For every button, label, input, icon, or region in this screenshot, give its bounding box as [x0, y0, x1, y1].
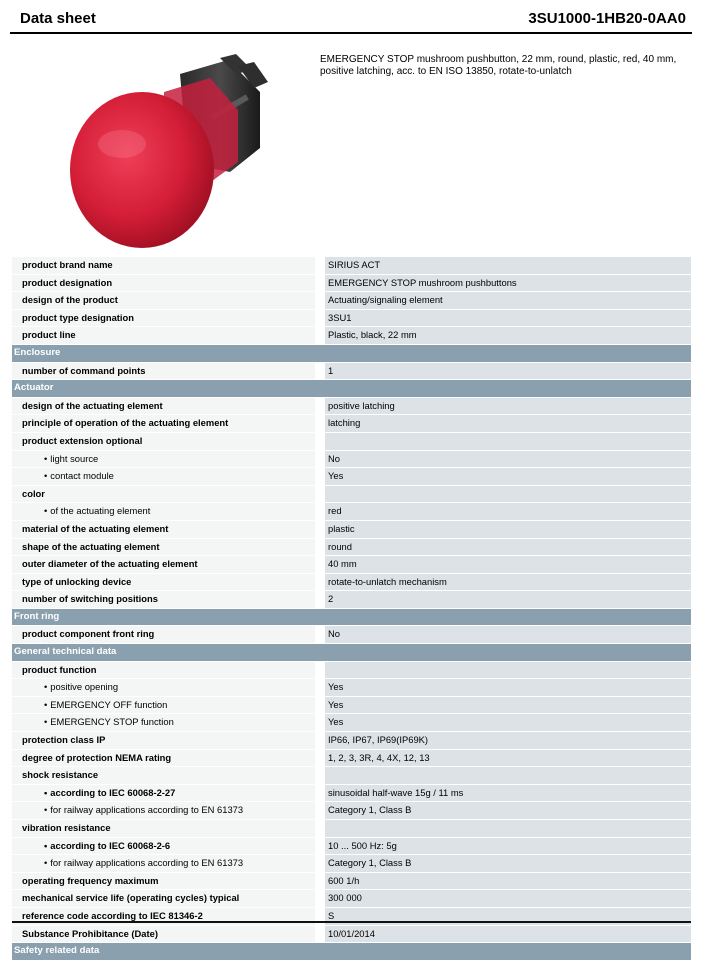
row-value: 10/01/2014	[328, 927, 375, 939]
row-label-text: EMERGENCY OFF function	[50, 698, 168, 710]
row-label-text: product component front ring	[22, 628, 155, 640]
value-cell	[325, 697, 691, 714]
table-row	[12, 292, 691, 310]
bullet-icon: •	[44, 804, 48, 816]
row-label-text: product designation	[22, 276, 113, 288]
table-row	[12, 327, 691, 345]
row-value: latching	[328, 417, 361, 429]
row-value: Yes	[328, 681, 344, 693]
row-value: sinusoidal half-wave 15g / 11 ms	[328, 786, 464, 798]
row-value: Plastic, black, 22 mm	[328, 329, 417, 341]
row-label	[22, 769, 98, 780]
row-label-text: for railway applications according to EN 61373	[50, 804, 244, 816]
table-row	[12, 503, 691, 521]
row-value: rotate-to-unlatch mechanism	[328, 575, 447, 587]
row-value: No	[328, 628, 340, 640]
table-row	[12, 556, 691, 574]
row-label	[22, 928, 158, 939]
row-label	[44, 699, 167, 710]
row-label-text: light source	[50, 452, 99, 464]
table-row	[12, 697, 691, 715]
value-cell	[325, 521, 691, 538]
table-row	[12, 398, 691, 416]
row-label	[22, 277, 112, 288]
row-label-text: according to IEC 60068-2-27	[50, 786, 176, 798]
row-value: plastic	[328, 522, 355, 534]
row-value: Yes	[328, 698, 344, 710]
row-label-text: color	[22, 487, 45, 499]
row-value: Category 1, Class B	[328, 857, 412, 869]
table-row	[12, 926, 691, 944]
row-label	[22, 435, 142, 446]
row-label	[22, 400, 163, 411]
product-description: EMERGENCY STOP mushroom pushbutton, 22 mm, round, plastic, red, 40 mm, positive latching, acc. to EN ISO 13850, rotate-to-unlatch	[320, 54, 677, 77]
table-row	[12, 521, 691, 539]
row-label	[22, 259, 113, 270]
table-row	[12, 662, 691, 680]
spec-table	[12, 257, 691, 961]
row-label-text: product extension optional	[22, 434, 143, 446]
row-label	[22, 329, 76, 340]
row-value: Yes	[328, 716, 344, 728]
article-number: 3SU1000-1HB20-0AA0	[528, 10, 686, 27]
table-row	[12, 275, 691, 293]
row-label-text: according to IEC 60068-2-6	[50, 839, 171, 851]
row-label	[22, 541, 160, 552]
row-label-text: product type designation	[22, 311, 134, 323]
value-cell	[325, 468, 691, 485]
value-cell	[325, 591, 691, 608]
row-label	[44, 505, 150, 516]
value-cell	[325, 767, 691, 784]
bullet-icon: •	[44, 698, 48, 710]
product-image	[60, 52, 280, 252]
bullet-icon: •	[44, 716, 48, 728]
table-row	[12, 257, 691, 275]
row-value: 40 mm	[328, 558, 357, 570]
table-row	[12, 310, 691, 328]
row-label-text: shock resistance	[22, 769, 99, 781]
row-value: round	[328, 540, 352, 552]
row-label-text: type of unlocking device	[22, 575, 132, 587]
row-value: IP66, IP67, IP69(IP69K)	[328, 734, 429, 746]
value-cell	[325, 926, 691, 943]
row-label	[22, 593, 158, 604]
table-row	[12, 591, 691, 609]
row-label	[22, 752, 171, 763]
row-value: 1	[328, 364, 334, 376]
table-row	[12, 468, 691, 486]
table-row	[12, 855, 691, 873]
bullet-icon: •	[44, 857, 48, 869]
row-label-text: of the actuating element	[50, 505, 151, 517]
table-row	[12, 714, 691, 732]
row-label	[44, 857, 243, 868]
row-value: 2	[328, 593, 334, 605]
row-value: Category 1, Class B	[328, 804, 412, 816]
row-label	[44, 716, 174, 727]
value-cell	[325, 714, 691, 731]
row-value: No	[328, 452, 340, 464]
row-value: Yes	[328, 470, 344, 482]
label-cell	[12, 486, 315, 503]
page-header	[10, 6, 692, 34]
section-title: Front ring	[14, 610, 60, 622]
bullet-icon: •	[44, 452, 48, 464]
value-cell	[325, 451, 691, 468]
table-row	[12, 732, 691, 750]
table-row	[12, 873, 691, 891]
row-label-text: outer diameter of the actuating element	[22, 558, 198, 570]
row-label	[22, 664, 96, 675]
table-row	[12, 750, 691, 768]
row-label-text: product line	[22, 329, 76, 341]
row-label-text: number of command points	[22, 364, 146, 376]
row-value: 1, 2, 3, 3R, 4, 4X, 12, 13	[328, 751, 430, 763]
row-value: 10 ... 500 Hz: 5g	[328, 839, 397, 851]
row-label-text: positive opening	[50, 681, 119, 693]
table-row	[12, 802, 691, 820]
row-label	[22, 294, 118, 305]
table-row	[12, 539, 691, 557]
row-label-text: vibration resistance	[22, 822, 111, 833]
row-label	[22, 734, 105, 745]
row-label	[22, 628, 154, 639]
row-value: Actuating/signaling element	[328, 294, 443, 306]
row-label	[44, 787, 175, 798]
row-label	[22, 576, 131, 587]
section-title: Enclosure	[14, 346, 61, 358]
row-value: SIRIUS ACT	[328, 259, 381, 270]
row-label-text: for railway applications according to EN 61373	[50, 857, 244, 869]
bullet-icon: •	[44, 681, 48, 693]
row-label	[22, 822, 111, 833]
table-row	[12, 820, 691, 838]
value-cell	[325, 539, 691, 556]
section-header	[12, 609, 691, 627]
bottom-rule	[12, 921, 691, 923]
row-label-text: principle of operation of the actuating element	[22, 417, 229, 429]
bullet-icon: •	[44, 839, 48, 851]
row-label-text: design of the product	[22, 294, 118, 306]
bullet-icon: •	[44, 786, 48, 798]
value-cell	[325, 890, 691, 907]
row-label-text: Substance Prohibitance (Date)	[22, 927, 158, 939]
row-value: 600 1/h	[328, 874, 360, 886]
table-row	[12, 451, 691, 469]
row-label	[22, 875, 159, 886]
value-cell	[325, 662, 691, 679]
value-cell	[325, 626, 691, 643]
section-title: General technical data	[14, 646, 117, 658]
row-label	[22, 488, 45, 499]
section-header	[12, 644, 691, 662]
row-label	[22, 312, 134, 323]
row-value: positive latching	[328, 399, 395, 411]
row-value: S	[328, 909, 335, 921]
value-cell	[325, 556, 691, 573]
value-cell	[325, 415, 691, 432]
table-row	[12, 767, 691, 785]
row-label-text: product brand name	[22, 259, 113, 270]
row-label	[22, 365, 145, 376]
row-label	[44, 681, 118, 692]
table-row	[12, 626, 691, 644]
table-row	[12, 890, 691, 908]
table-row	[12, 679, 691, 697]
table-row	[12, 785, 691, 803]
value-cell	[325, 363, 691, 380]
table-row	[12, 415, 691, 433]
row-label-text: protection class IP	[22, 734, 106, 746]
row-label	[22, 892, 239, 903]
section-header	[12, 943, 691, 961]
table-row	[12, 433, 691, 451]
value-cell	[325, 310, 691, 327]
value-cell	[325, 679, 691, 696]
row-label-text: number of switching positions	[22, 593, 158, 605]
row-label-text: operating frequency maximum	[22, 874, 159, 886]
row-value: red	[328, 505, 342, 517]
row-label	[44, 804, 243, 815]
row-label	[22, 558, 198, 569]
row-label	[44, 840, 170, 851]
value-cell	[325, 433, 691, 450]
row-label-text: degree of protection NEMA rating	[22, 751, 172, 763]
row-label-text: EMERGENCY STOP function	[50, 716, 174, 728]
row-label-text: material of the actuating element	[22, 522, 169, 534]
value-cell	[325, 486, 691, 503]
bullet-icon: •	[44, 470, 48, 482]
row-value: EMERGENCY STOP mushroom pushbuttons	[328, 276, 517, 288]
row-label	[44, 470, 114, 481]
row-label	[22, 523, 168, 534]
table-row	[12, 363, 691, 381]
section-title: Actuator	[14, 382, 54, 394]
section-header	[12, 345, 691, 363]
value-cell	[325, 820, 691, 837]
page-title: Data sheet	[20, 10, 96, 27]
row-label-text: contact module	[50, 470, 114, 482]
bullet-icon: •	[44, 505, 48, 517]
row-label	[22, 910, 203, 921]
row-label	[44, 453, 98, 464]
value-cell	[325, 503, 691, 520]
section-title: Safety related data	[14, 945, 100, 957]
row-label-text: mechanical service life (operating cycles) typical	[22, 892, 240, 904]
row-label-text: product function	[22, 663, 97, 675]
table-row	[12, 486, 691, 504]
section-header	[12, 380, 691, 398]
row-label-text: reference code according to IEC 81346-2	[22, 909, 203, 921]
value-cell	[325, 873, 691, 890]
table-row	[12, 574, 691, 592]
row-label-text: shape of the actuating element	[22, 540, 160, 552]
row-label-text: design of the actuating element	[22, 399, 163, 411]
row-label	[22, 417, 228, 428]
row-value: 3SU1	[328, 311, 352, 323]
row-value: 300 000	[328, 892, 362, 904]
table-row	[12, 838, 691, 856]
